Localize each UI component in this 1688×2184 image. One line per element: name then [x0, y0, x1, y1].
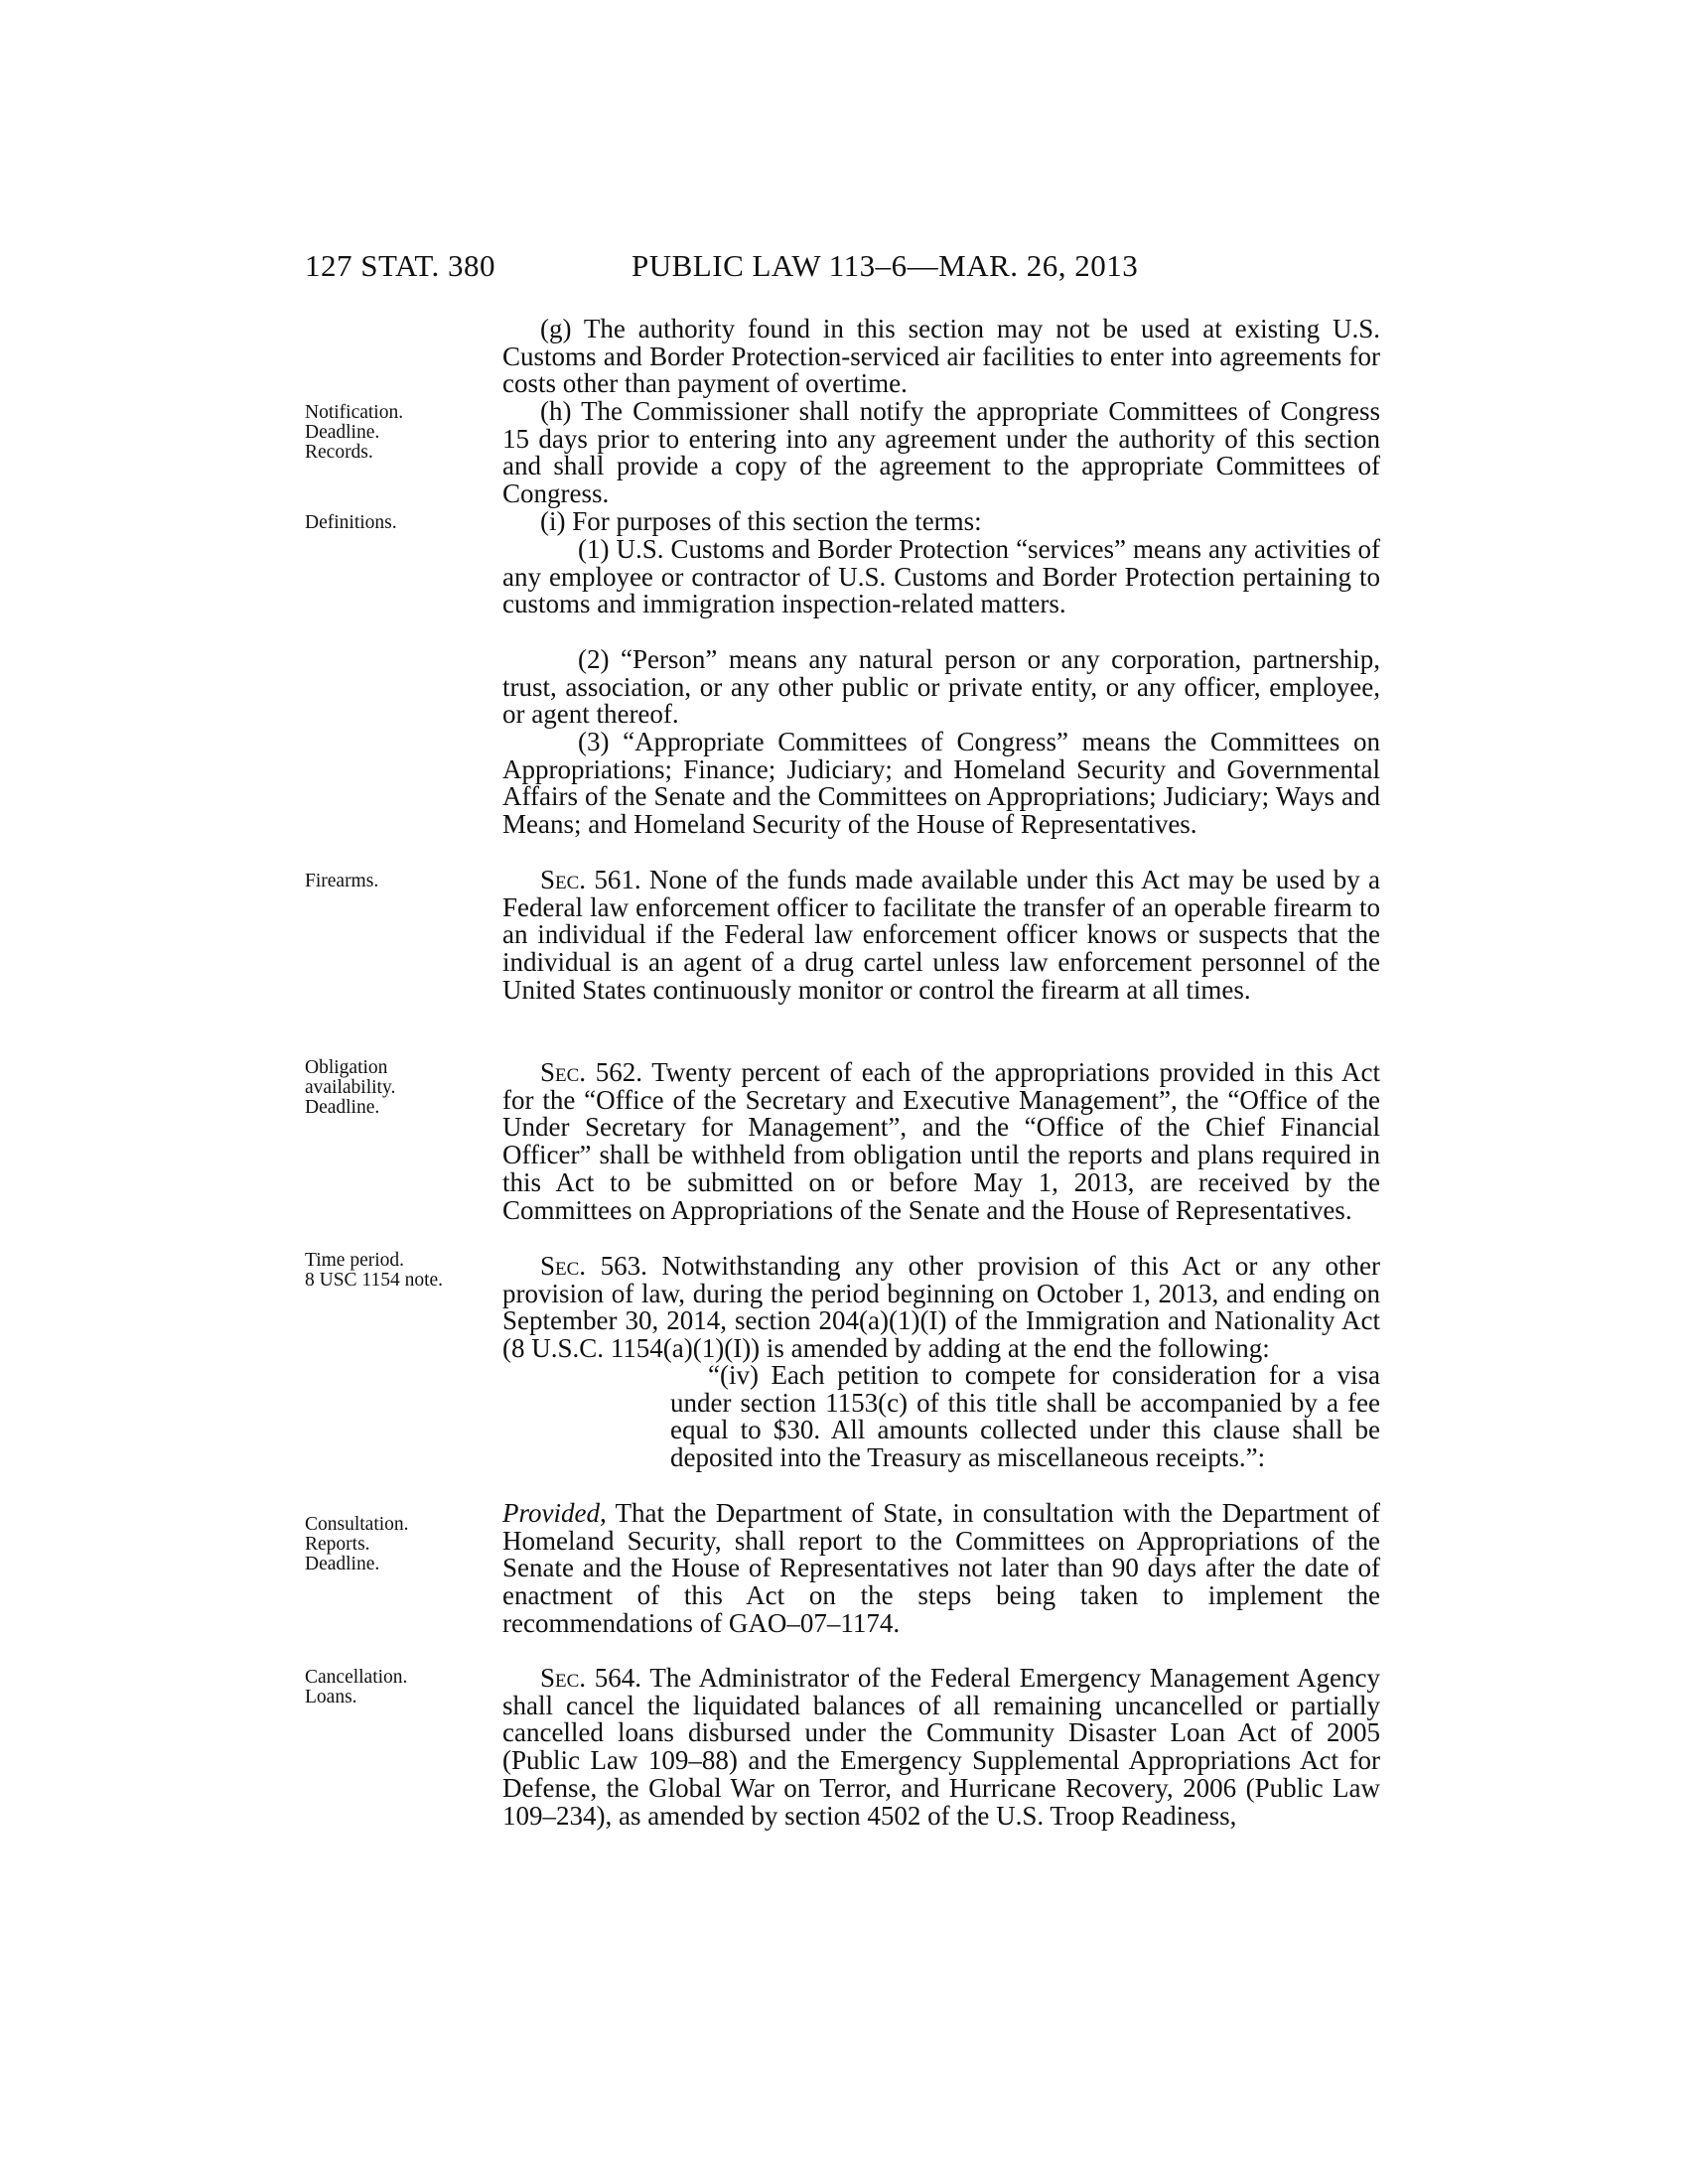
margin-note: Loans.: [305, 1687, 357, 1707]
proviso: Provided, That the Department of State, in consultation with the Department of Homeland Security, shall report to the Committees on Appropriations of the Senate and the House of Representatives not later than 90 days after the date of enactment of this Act on the steps being taken to implement the recommendations of GAO–07–1174.: [502, 1498, 1380, 1638]
margin-note: Deadline.: [305, 1554, 380, 1574]
margin-note: Deadline.: [305, 1097, 380, 1118]
margin-note: Deadline.: [305, 422, 380, 443]
paragraph-i-3: (3) “Appropriate Committees of Congress” means the Committees on Appropriations; Finance; Judiciary; and Homeland Security and Governmental Affairs of the Senate and the Committees on Appropriations; Judiciary; Ways and Means; and Homeland Security of the House of Representatives.: [502, 727, 1380, 840]
section-564: Sec. 564. The Administrator of the Federal Emergency Management Agency shall cancel the liquidated balances of all remaining uncancelled or partially cancelled loans disbursed under the Community Disaster Loan Act of 2005 (Public Law 109–88) and the Emergency Supplemental Appropriations Act for Defense, the Global War on Terror, and Hurricane Recovery, 2006 (Public Law 109–234), as amended by section 4502 of the U.S. Troop Readiness,: [502, 1663, 1380, 1831]
margin-note: Records.: [305, 442, 373, 463]
margin-note: Firearms.: [305, 871, 379, 891]
margin-note: Reports.: [305, 1534, 370, 1555]
amendment-quote: “(iv) Each petition to compete for consideration for a visa under section 1153(c) of this title shall be accompanied by a fee equal to $30. All amounts collected under this clause shall be deposited into the Treasury as miscellaneous receipts.”:: [670, 1360, 1380, 1473]
margin-note-provided: [305, 1515, 484, 1574]
margin-note: Definitions.: [305, 512, 397, 533]
proviso-label: Provided,: [502, 1498, 607, 1528]
margin-note-564: [305, 1668, 484, 1707]
paragraph-i-1: (1) U.S. Customs and Border Protection “services” means any activities of any employee or contractor of U.S. Customs and Border Protection pertaining to customs and immigration inspection-related matters.: [502, 534, 1380, 619]
section-label: Sec. 564.: [540, 1663, 642, 1693]
margin-note: Obligation: [305, 1057, 388, 1078]
paragraph-i-2: (2) “Person” means any natural person or any corporation, partnership, trust, association, or any other public or private entity, or any officer, employee, or agent thereof.: [502, 644, 1380, 730]
section-label: Sec. 563.: [540, 1251, 647, 1281]
public-law-title: PUBLIC LAW 113–6—MAR. 26, 2013: [632, 248, 1139, 283]
paragraph-i: (i) For purposes of this section the terms:: [540, 506, 982, 536]
margin-note: availability.: [305, 1077, 396, 1098]
margin-note-h: [305, 403, 484, 463]
margin-note: Cancellation.: [305, 1667, 408, 1688]
section-label: Sec. 561.: [540, 865, 641, 894]
section-562: Sec. 562. Twenty percent of each of the appropriations provided in this Act for the “Office of the Secretary and Executive Management”, the “Office of the Under Secretary for Management”, and the “Office of the Chief Financial Officer” shall be withheld from obligation until the reports and plans required in this Act to be submitted on or before May 1, 2013, are received by the Committees on Appropriations of the Senate and the House of Representatives.: [502, 1057, 1381, 1225]
margin-note: Notification.: [305, 402, 404, 423]
statute-page-number: 127 STAT. 380: [305, 248, 496, 283]
paragraph-h: (h) The Commissioner shall notify the appropriate Committees of Congress 15 days prior to entering into any agreement under the authority of this section and shall provide a copy of the agreement to the appropriate Committees of Congress.: [502, 396, 1380, 509]
section-label: Sec. 562.: [540, 1057, 642, 1087]
running-header: [0, 248, 1688, 288]
margin-note: Time period.: [305, 1250, 405, 1271]
margin-note-563: [305, 1251, 484, 1291]
paragraph-g: (g) The authority found in this section may not be used at existing U.S. Customs and Border Protection-serviced air facilities to enter into agreements for costs other than payment of overtime.: [502, 314, 1380, 399]
section-563: Sec. 563. Notwithstanding any other provision of this Act or any other provision of law, during the period beginning on October 1, 2013, and ending on September 30, 2014, section 204(a)(1)(I) of the Immigration and Nationality Act (8 U.S.C. 1154(a)(1)(I)) is amended by adding at the end the following:: [502, 1251, 1381, 1364]
margin-note: Consultation.: [305, 1514, 409, 1535]
margin-note-561: [305, 872, 484, 891]
section-561: Sec. 561. None of the funds made available under this Act may be used by a Federal law enforcement officer to facilitate the transfer of an operable firearm to an individual if the Federal law enforcement officer knows or suspects that the individual is an agent of a drug cartel unless law enforcement personnel of the United States continuously monitor or control the firearm at all times.: [502, 865, 1380, 1005]
margin-note-562: [305, 1058, 484, 1118]
margin-note: 8 USC 1154 note.: [305, 1270, 444, 1291]
margin-note-i: [305, 513, 484, 533]
